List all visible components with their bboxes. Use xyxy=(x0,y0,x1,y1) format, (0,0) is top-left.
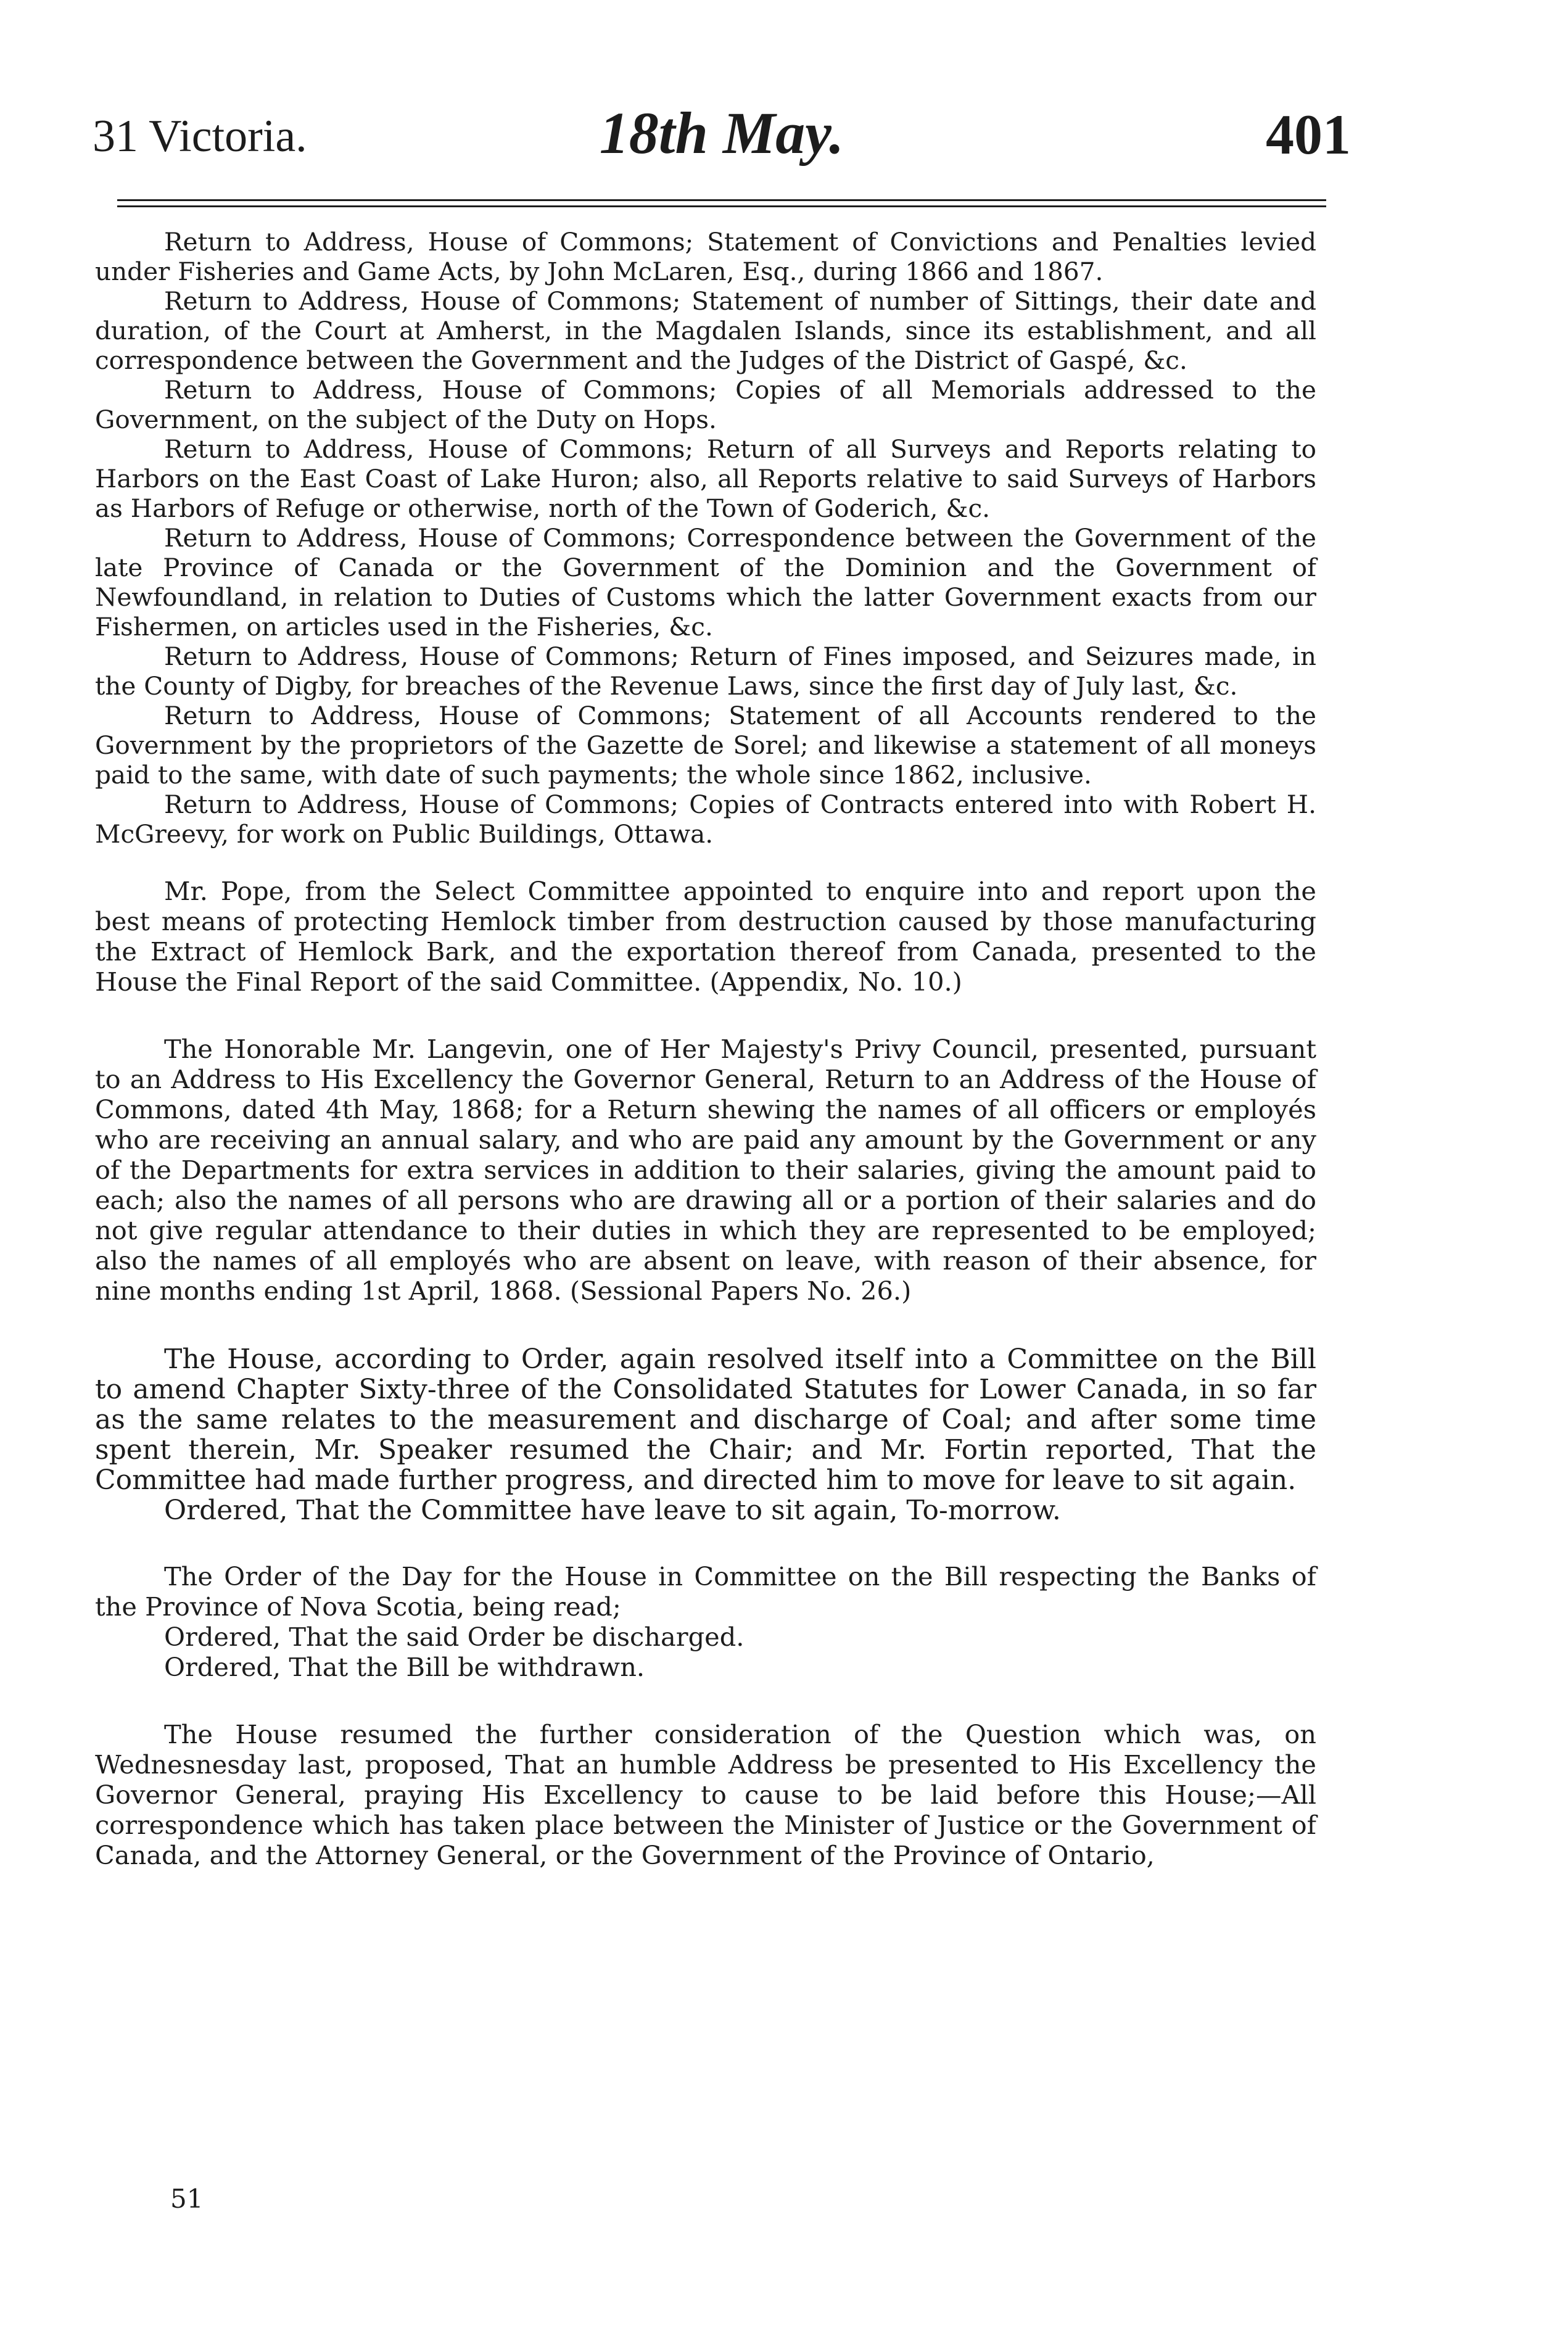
session-label: 31 Victoria. xyxy=(93,111,307,162)
return-entry: Return to Address, House of Commons; Copies of Contracts entered into with Robert H. McGreevy, for work on Public Buildings, Ottawa. xyxy=(95,790,1316,849)
coal-committee-order: Ordered, That the Committee have leave to sit again, To-morrow. xyxy=(164,1495,1061,1526)
banks-bill-section xyxy=(95,1561,1316,1682)
pope-report-section xyxy=(95,876,1316,997)
return-entry: Return to Address, House of Commons; Statement of number of Sittings, their date and duration, of the Court at Amherst, in the Magdalen Islands, since its establishment, and all correspondence between the Government and the Judges of the District of Gaspé, &c. xyxy=(95,286,1316,375)
banks-bill-order-discharged: Ordered, That the said Order be discharged. xyxy=(164,1622,745,1652)
header-rule xyxy=(117,199,1326,201)
return-entry: Return to Address, House of Commons; Copies of all Memorials addressed to the Government, on the subject of the Duty on Hops. xyxy=(95,375,1316,434)
coal-committee-paragraph: The House, according to Order, again resolved itself into a Committee on the Bill to amend Chapter Sixty-three of the Consolidated Statutes for Lower Canada, in so far as the same relates to the measurement and discharge of Coal; and after some time spent therein, Mr. Speaker resumed the Chair; and Mr. Fortin reported, That the Committee had made further progress, and directed him to move for leave to sit again. xyxy=(95,1344,1316,1496)
return-entry: Return to Address, House of Commons; Statement of Convictions and Penalties levied under Fisheries and Game Acts, by John McLaren, Esq., during 1866 and 1867. xyxy=(95,227,1316,286)
page-date: 18th May. xyxy=(599,100,844,166)
langevin-return-section xyxy=(95,1034,1316,1306)
return-entry: Return to Address, House of Commons; Correspondence between the Government of the late Province of Canada or the Government of the Dominion and the Government of Newfoundland, in relation to Duties of Customs which the latter Government exacts from our Fishermen, on articles used in the Fisheries, &c. xyxy=(95,523,1316,642)
returns-list xyxy=(95,227,1316,849)
return-entry: Return to Address, House of Commons; Return of Fines imposed, and Seizures made, in the County of Digby, for breaches of the Revenue Laws, since the first day of July last, &c. xyxy=(95,642,1316,701)
resumed-question-section xyxy=(95,1719,1316,1870)
running-head xyxy=(93,99,1351,197)
pope-report-paragraph: Mr. Pope, from the Select Committee appointed to enquire into and report upon the best means of protecting Hemlock timber from destruction caused by those manufacturing the Extract of Hemlock Bark, and the exportation thereof from Canada, presented to the House the Final Report of the said Committee. (Appendix, No. 10.) xyxy=(95,876,1316,997)
banks-bill-order-withdrawn: Ordered, That the Bill be withdrawn. xyxy=(164,1652,645,1682)
signature-folio: 51 xyxy=(170,2184,204,2214)
coal-committee-section xyxy=(95,1344,1316,1525)
page-number: 401 xyxy=(1266,103,1351,166)
page-body xyxy=(95,227,1316,1870)
return-entry: Return to Address, House of Commons; Statement of all Accounts rendered to the Government by the proprietors of the Gazette de Sorel; and likewise a statement of all moneys paid to the same, with date of such payments; the whole since 1862, inclusive. xyxy=(95,701,1316,790)
langevin-return-paragraph: The Honorable Mr. Langevin, one of Her Majesty's Privy Council, presented, pursuant to an Address to His Excellency the Governor General, Return to an Address of the House of Commons, dated 4th May, 1868; for a Return shewing the names of all officers or employés who are receiving an annual salary, and who are paid any amount by the Government or any of the Departments for extra services in addition to their salaries, giving the amount paid to each; also the names of all persons who are drawing all or a portion of their salaries and do not give regular attendance to their duties in which they are represented to be employed; also the names of all employés who are absent on leave, with reason of their absence, for nine months ending 1st April, 1868. (Sessional Papers No. 26.) xyxy=(95,1034,1316,1306)
header-rule-double xyxy=(117,205,1326,207)
resumed-question-paragraph: The House resumed the further consideration of the Question which was, on Wednesnesday last, proposed, That an humble Address be presented to His Excellency the Governor General, praying His Excellency to cause to be laid before this House;—All correspondence which has taken place between the Minister of Justice or the Government of Canada, and the Attorney General, or the Government of the Province of Ontario, xyxy=(95,1719,1316,1870)
return-entry: Return to Address, House of Commons; Return of all Surveys and Reports relating to Harbors on the East Coast of Lake Huron; also, all Reports relative to said Surveys of Harbors as Harbors of Refuge or otherwise, north of the Town of Goderich, &c. xyxy=(95,434,1316,523)
banks-bill-paragraph: The Order of the Day for the House in Committee on the Bill respecting the Banks of the Province of Nova Scotia, being read; xyxy=(95,1561,1316,1622)
